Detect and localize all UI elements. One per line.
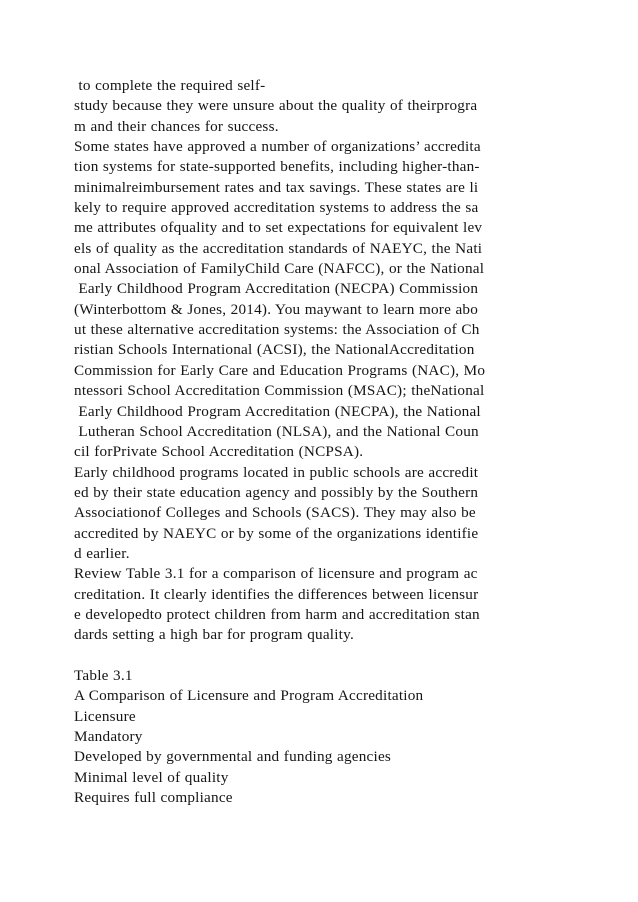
text-line: Associationof Colleges and Schools (SACS). They may also be — [74, 504, 476, 522]
text-line: Commission for Early Care and Education Programs (NAC), Mo — [74, 361, 486, 379]
text-line: cil forPrivate School Accreditation (NCPSA). — [74, 443, 364, 461]
text-line: d earlier. — [74, 544, 130, 562]
text-line: kely to require approved accreditation systems to address the sa — [74, 199, 479, 217]
text-line: Requires full compliance — [74, 789, 233, 807]
text-line: tion systems for state-supported benefits, including higher-than- — [74, 158, 480, 176]
text-line: els of quality as the accreditation standards of NAEYC, the Nati — [74, 239, 483, 257]
text-line: ristian Schools International (ACSI), the NationalAccreditation — [74, 341, 475, 359]
text-line: Licensure — [74, 707, 136, 725]
text-line: study because they were unsure about the quality of theirprogra — [74, 97, 478, 115]
text-line: Mandatory — [74, 728, 143, 745]
text-line: Developed by governmental and funding agencies — [74, 748, 392, 766]
text-line: Some states have approved a number of organizations’ accredita — [74, 138, 481, 156]
text-line: Review Table 3.1 for a comparison of licensure and program ac — [74, 565, 478, 583]
text-line: ed by their state education agency and possibly by the Southern — [74, 483, 479, 501]
text-line: me attributes ofquality and to set expectations for equivalent lev — [74, 219, 483, 237]
document-text-body — [74, 76, 574, 808]
text-line: minimalreimbursement rates and tax savings. These states are li — [74, 178, 479, 196]
text-line: e developedto protect children from harm and accreditation stan — [74, 605, 480, 623]
text-line: A Comparison of Licensure and Program Accreditation — [74, 687, 424, 705]
text-line: Minimal level of quality — [74, 768, 229, 786]
text-line: ut these alternative accreditation systems: the Association of Ch — [74, 321, 480, 339]
text-line: Early childhood programs located in public schools are accredit — [74, 463, 479, 481]
text-line: (Winterbottom & Jones, 2014). You maywant to learn more abo — [74, 300, 479, 318]
text-line: creditation. It clearly identifies the differences between licensur — [74, 585, 479, 603]
text-line: accredited by NAEYC or by some of the organizations identifie — [74, 524, 479, 542]
text-line: Early Childhood Program Accreditation (NECPA) Commission — [74, 280, 479, 298]
text-line: onal Association of FamilyChild Care (NAFCC), or the National — [74, 260, 485, 278]
text-line: ntessori School Accreditation Commission (MSAC); theNational — [74, 382, 485, 400]
text-line-blank — [74, 646, 574, 666]
text-line: to complete the required self- — [74, 77, 266, 94]
text-line: dards setting a high bar for program quality. — [74, 626, 354, 644]
text-line: Early Childhood Program Accreditation (NECPA), the National — [74, 402, 481, 420]
text-line: m and their chances for success. — [74, 117, 279, 135]
text-line: Table 3.1 — [74, 666, 133, 684]
text-line: Lutheran School Accreditation (NLSA), and the National Coun — [74, 422, 479, 440]
